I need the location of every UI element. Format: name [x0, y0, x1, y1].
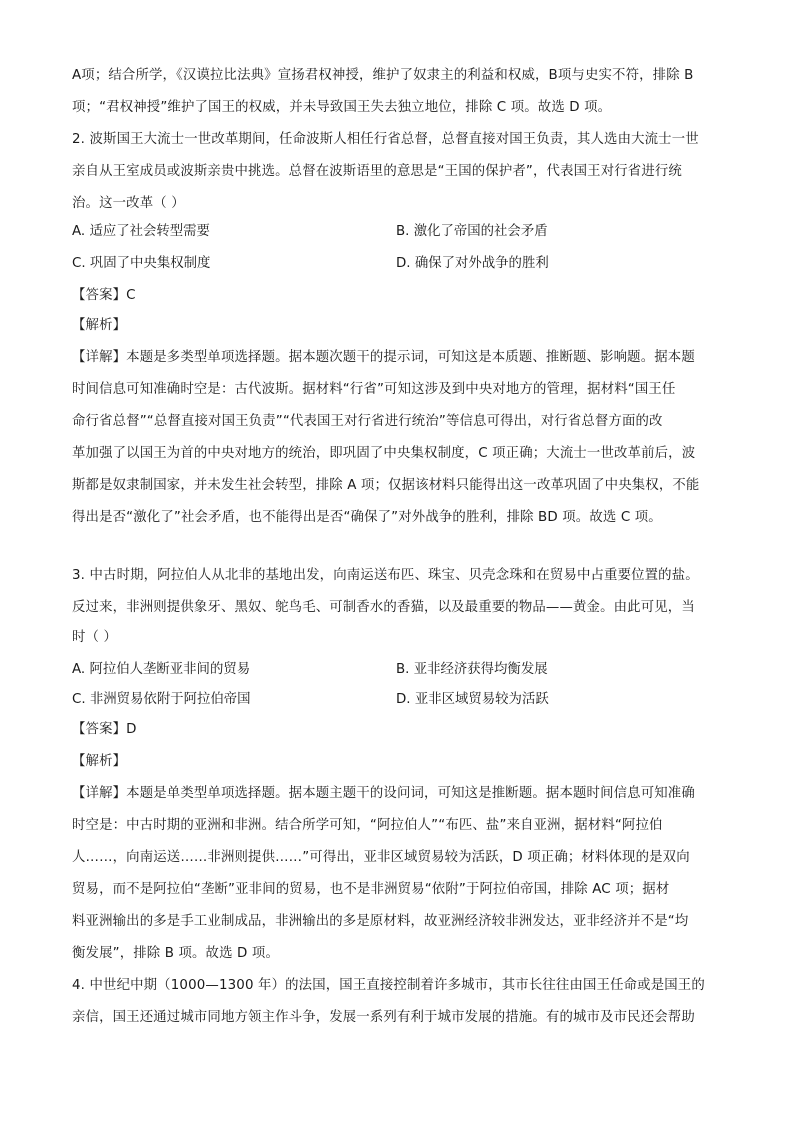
q3-detail-line-1: 【详解】本题是单类型单项选择题。据本题主题干的设问词，可知这是推断题。据本题时间信息可知准确 [72, 786, 695, 801]
q2-answer: 【答案】C [72, 288, 136, 303]
q2-detail-line-6: 得出是否“激化了”社会矛盾，也不能得出是否“确保了”对外战争的胜利，排除 BD 项。故选 C 项。 [72, 510, 662, 525]
q3-option-a: A. 阿拉伯人垄断亚非间的贸易 [72, 662, 251, 677]
intro-line-2: 项；“君权神授”维护了国王的权威，并未导致国王失去独立地位，排除 C 项。故选 D 项。 [72, 100, 612, 115]
q4-stem-line-1: 4. 中世纪中期（1000—1300 年）的法国，国王直接控制着许多城市，其市长往往由国王任命或是国王的 [72, 978, 705, 993]
q2-detail-line-5: 斯都是奴隶制国家，并未发生社会转型，排除 A 项；仅据该材料只能得出这一改革巩固了中央集权，不能 [72, 478, 700, 493]
q2-option-c: C. 巩固了中央集权制度 [72, 256, 211, 271]
q2-detail-line-1: 【详解】本题是多类型单项选择题。据本题次题干的提示词，可知这是本质题、推断题、影响题。据本题 [72, 350, 695, 365]
q3-analysis-title: 【解析】 [72, 754, 127, 769]
q2-option-a: A. 适应了社会转型需要 [72, 224, 210, 239]
q3-stem-line-3: 时（ ） [72, 630, 118, 645]
q2-detail-line-2: 时间信息可知准确时空是：古代波斯。据材料“行省”可知这涉及到中央对地方的管理，据材料“国王任 [72, 382, 676, 397]
q3-option-c: C. 非洲贸易依附于阿拉伯帝国 [72, 692, 251, 707]
q3-detail-line-6: 衡发展”，排除 B 项。故选 D 项。 [72, 946, 279, 961]
q2-stem-line-2: 亲自从王室成员或波斯亲贵中挑选。总督在波斯语里的意思是“王国的保护者”，代表国王对行省进行统 [72, 164, 682, 179]
q2-stem-line-1: 2. 波斯国王大流士一世改革期间，任命波斯人相任行省总督，总督直接对国王负责，其人选由大流士一世 [72, 132, 699, 147]
q3-stem-line-2: 反过来，非洲则提供象牙、黑奴、鸵鸟毛、可制香水的香猫，以及最重要的物品——黄金。由此可见，当 [72, 600, 695, 615]
q2-stem-line-3: 治。这一改革（ ） [72, 196, 185, 211]
q2-analysis-title: 【解析】 [72, 318, 127, 333]
q2-option-d: D. 确保了对外战争的胜利 [396, 256, 549, 271]
q3-detail-line-3: 人……，向南运送……非洲则提供……”可得出，亚非区域贸易较为活跃，D 项正确；材料体现的是双向 [72, 850, 690, 865]
q3-option-d: D. 亚非区域贸易较为活跃 [396, 692, 549, 707]
intro-line-1: A项；结合所学，《汉谟拉比法典》宣扬君权神授，维护了奴隶主的利益和权威，B项与史实不符，排除 B [72, 68, 694, 83]
q3-stem-line-1: 3. 中古时期，阿拉伯人从北非的基地出发，向南运送布匹、珠宝、贝壳念珠和在贸易中占重要位置的盐。 [72, 568, 699, 583]
q3-detail-line-2: 时空是：中古时期的亚洲和非洲。结合所学可知，“阿拉伯人”“布匹、盐”来自亚洲，据材料“阿拉伯 [72, 818, 663, 833]
q3-option-b: B. 亚非经济获得均衡发展 [396, 662, 548, 677]
q3-detail-line-4: 贸易，而不是阿拉伯“垄断”亚非间的贸易，也不是非洲贸易“依附”于阿拉伯帝国，排除 AC 项；据材 [72, 882, 670, 897]
q3-detail-line-5: 料亚洲输出的多是手工业制成品，非洲输出的多是原材料，故亚洲经济较非洲发达，亚非经济并不是“均 [72, 914, 689, 929]
q2-detail-line-3: 命行省总督”“总督直接对国王负责”“代表国王对行省进行统治”等信息可得出，对行省总督方面的改 [72, 414, 663, 429]
q2-option-b: B. 激化了帝国的社会矛盾 [396, 224, 548, 239]
q2-detail-line-4: 革加强了以国王为首的中央对地方的统治，即巩固了中央集权制度，C 项正确；大流士一世改革前后，波 [72, 446, 696, 461]
q4-stem-line-2: 亲信，国王还通过城市同地方领主作斗争，发展一系列有利于城市发展的措施。有的城市及市民还会帮助 [72, 1010, 695, 1025]
q3-answer: 【答案】D [72, 722, 137, 737]
